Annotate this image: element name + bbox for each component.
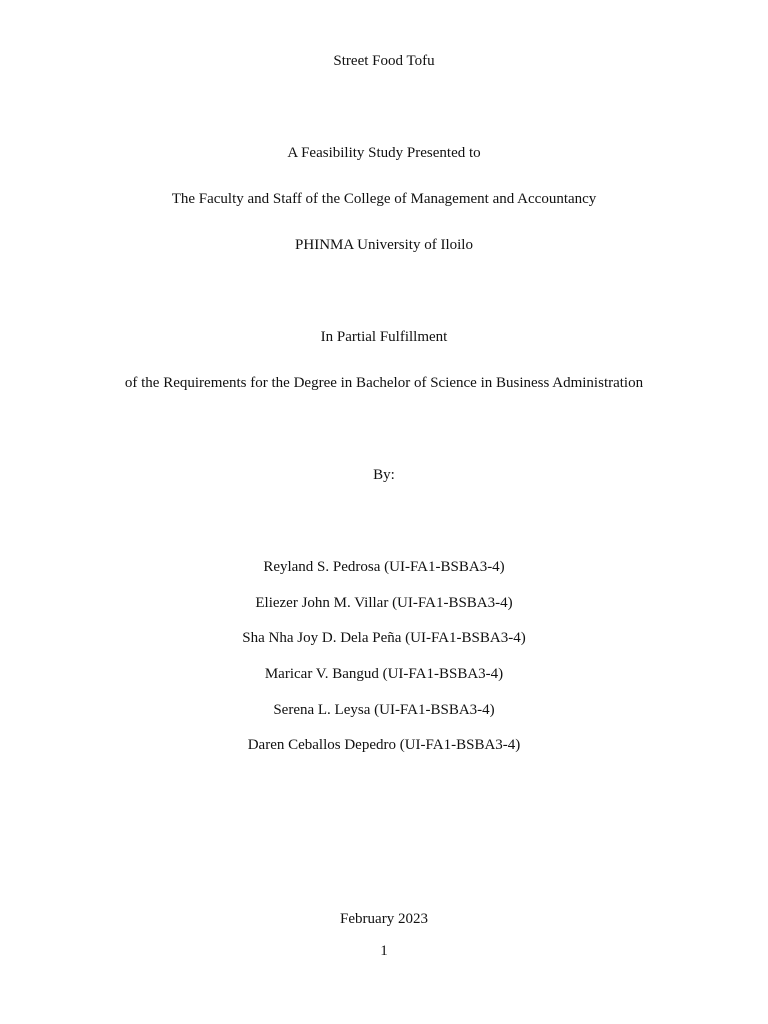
presentation-line-2: The Faculty and Staff of the College of Management and Accountancy [171,191,597,207]
author-name: Sha Nha Joy D. Dela Peña (UI-FA1-BSBA3-4) [242,630,526,646]
document-title: Street Food Tofu [333,53,435,69]
author-name: Serena L. Leysa (UI-FA1-BSBA3-4) [273,702,495,718]
author-name: Eliezer John M. Villar (UI-FA1-BSBA3-4) [255,595,513,611]
author-name: Maricar V. Bangud (UI-FA1-BSBA3-4) [264,666,504,682]
author-name: Reyland S. Pedrosa (UI-FA1-BSBA3-4) [263,559,505,575]
presentation-line-1: A Feasibility Study Presented to [287,145,481,161]
by-label: By: [373,467,395,483]
fulfillment-line-1: In Partial Fulfillment [320,329,448,345]
presentation-line-3: PHINMA University of Iloilo [295,237,473,253]
submission-date: February 2023 [340,911,428,927]
author-name: Daren Ceballos Depedro (UI-FA1-BSBA3-4) [247,737,521,753]
fulfillment-line-2: of the Requirements for the Degree in Bachelor of Science in Business Administration [124,375,644,391]
page-number: 1 [380,943,388,959]
